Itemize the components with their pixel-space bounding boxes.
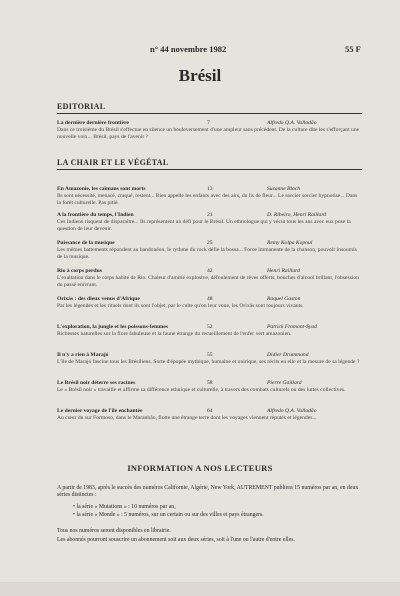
chair-entry	[57, 186, 362, 207]
page-title: Brésil	[178, 66, 222, 85]
entry-page: 48	[207, 296, 213, 302]
entry-description: Ces Indiens risquent de disparaître... Ils représentent un défi pour le Brésil. Un ethnologue qui y vécut tous les ans avec eux pose la question de leur devenir.	[57, 219, 351, 232]
chair-entry	[57, 268, 362, 289]
entry-author: Remy Kolpa Kopoul	[267, 240, 313, 246]
entry-page: 25	[207, 240, 213, 246]
info-paragraph: A partir de 1983, après le succès des numéros Californie, Algérie, New York, AUTREMENT publiera 15 numéros par an, en deux séries distinctes :	[57, 485, 359, 499]
entry-page: 13	[207, 186, 213, 192]
entry-description: Les mêmes battements répondent au bandonéon, le rythme du rock défie la bossa... Force immanente de la chanson, pouvoir insoumis de la musique.	[57, 247, 357, 260]
info-heading: INFORMATION A NOS LECTEURS	[127, 463, 273, 473]
entry-description: Par les légendes et les rituels dont ils sont l'objet, par le culte qu'on leur voue, les Orixás sont toujours vivants.	[57, 303, 304, 309]
entry-page: 52	[207, 324, 213, 330]
entry-title: A la frontière du temps, l'Indien	[57, 212, 134, 218]
info-bullet: • la série « Mutations » : 10 numéros par an,	[73, 504, 176, 510]
entry-title: La dernière dernière frontière	[57, 120, 129, 126]
entry-description: Richesses naturelles sur la flore fabuleuse et la faune étrange du recueillement de l'enfer vert amazonien.	[57, 331, 292, 337]
chair-entry	[57, 212, 362, 233]
entry-description: Ils sont nécessité, menacé, craqué, restent... Bien appelle les enfants avec des airs, du lis de fleur... Le sorcier sorcier hypnotise... Dans la forêt culturelle. Pas pitié.	[57, 193, 358, 206]
info-bullet: • la série « Monde » : 5 numéros, sur un certain ou sur des villes et pays étrangers.	[73, 512, 264, 518]
entry-page: 55	[207, 352, 213, 358]
issue-price: 55 F	[345, 44, 361, 54]
entry-title: Le Brésil noir déterre ses racines	[57, 380, 136, 386]
editorial-heading: EDITORIAL	[57, 102, 362, 114]
entry-page: 42	[207, 268, 213, 274]
entry-author: Alfredo Q.A. Valladão	[267, 408, 317, 414]
entry-title: Puissance de la musique	[57, 240, 115, 246]
editorial-entry	[57, 120, 362, 141]
info-bullet-text: la série « Monde » : 5 numéros, sur un certain ou sur des villes et pays étrangers.	[76, 512, 264, 518]
chair-entry	[57, 324, 362, 338]
entry-author: Suzanne Bloch	[267, 186, 301, 192]
chair-entry	[57, 240, 362, 261]
entry-author: Alfredo Q.A. Valladão	[267, 120, 317, 126]
entry-author: Didier Drummond	[267, 352, 309, 358]
info-paragraph: Tous nos numéros seront disponibles en librairie.	[57, 528, 171, 534]
entry-author: Patrick Fromont-Syad	[267, 324, 317, 330]
entry-author: Henri Raillard	[267, 268, 300, 274]
entry-title: Orixás : des dieux venus d'Afrique	[57, 296, 140, 302]
entry-author: Raquel Gaston	[267, 296, 301, 302]
entry-description: L'exaltation dans le corps habité de Rio. Chaleur d'amitié explosive, défoulement de rêves offerts, bouches d'alcool brillant, l'obsession du passé enivrant.	[57, 275, 360, 288]
entry-title: Il n'y a rien à Marajó	[57, 352, 109, 358]
info-paragraph: Les abonnés pourront souscrire un abonnement soit aux deux séries, soit à l'une ou l'autre d'entre elles.	[57, 537, 295, 543]
issue-number: n° 44 novembre 1982	[150, 44, 227, 54]
entry-title: En Amazonie, les caïmans sont morts	[57, 186, 146, 192]
entry-page: 21	[207, 212, 213, 218]
entry-page: 58	[207, 380, 213, 386]
chair-entry	[57, 408, 362, 422]
info-bullet-text: la série « Mutations » : 10 numéros par an,	[76, 504, 176, 510]
chair-entry	[57, 352, 362, 366]
entry-page: 7	[207, 120, 210, 126]
entry-title: L'exploration, la jungle et les poissons-femmes	[57, 324, 168, 330]
entry-description: Au cœur du sur Formoso, dans le Maranhão, flotte une étrange terre dont les voyages viennent réputés et légendes...	[57, 415, 317, 421]
chair-entry	[57, 380, 362, 394]
chair-heading: LA CHAIR ET LE VÉGÉTAL	[57, 158, 362, 170]
entry-description: Dans ce troisième du Brésil s'effectue en silence un bouleversement d'une ampleur sans précédent. De la culture dite les s'efforçant une nouvelle voix... Brésil, pays de l'avenir ?	[57, 127, 360, 140]
bottom-edge	[0, 582, 400, 596]
entry-description: Le « Brésil noir » travaille et affirme sa différence ethnique et culturelle, à travers des combats culturels ou des luttes collectives.	[57, 387, 346, 393]
entry-title: Le dernier voyage de l'île enchantée	[57, 408, 143, 414]
entry-description: L'île de Marajó fascine tous les Brésiliens. Sorte d'épopée mythique, humaine et onirique, ses récits en elle et la mesure de sa légende ?	[57, 359, 360, 365]
entry-author: Pierre Gaillard	[267, 380, 302, 386]
entry-author: D. Ribeiro, Henri Raillard	[267, 212, 327, 218]
entry-page: 64	[207, 408, 213, 414]
entry-title: Rio à corps perdus	[57, 268, 102, 274]
chair-entry	[57, 296, 362, 310]
